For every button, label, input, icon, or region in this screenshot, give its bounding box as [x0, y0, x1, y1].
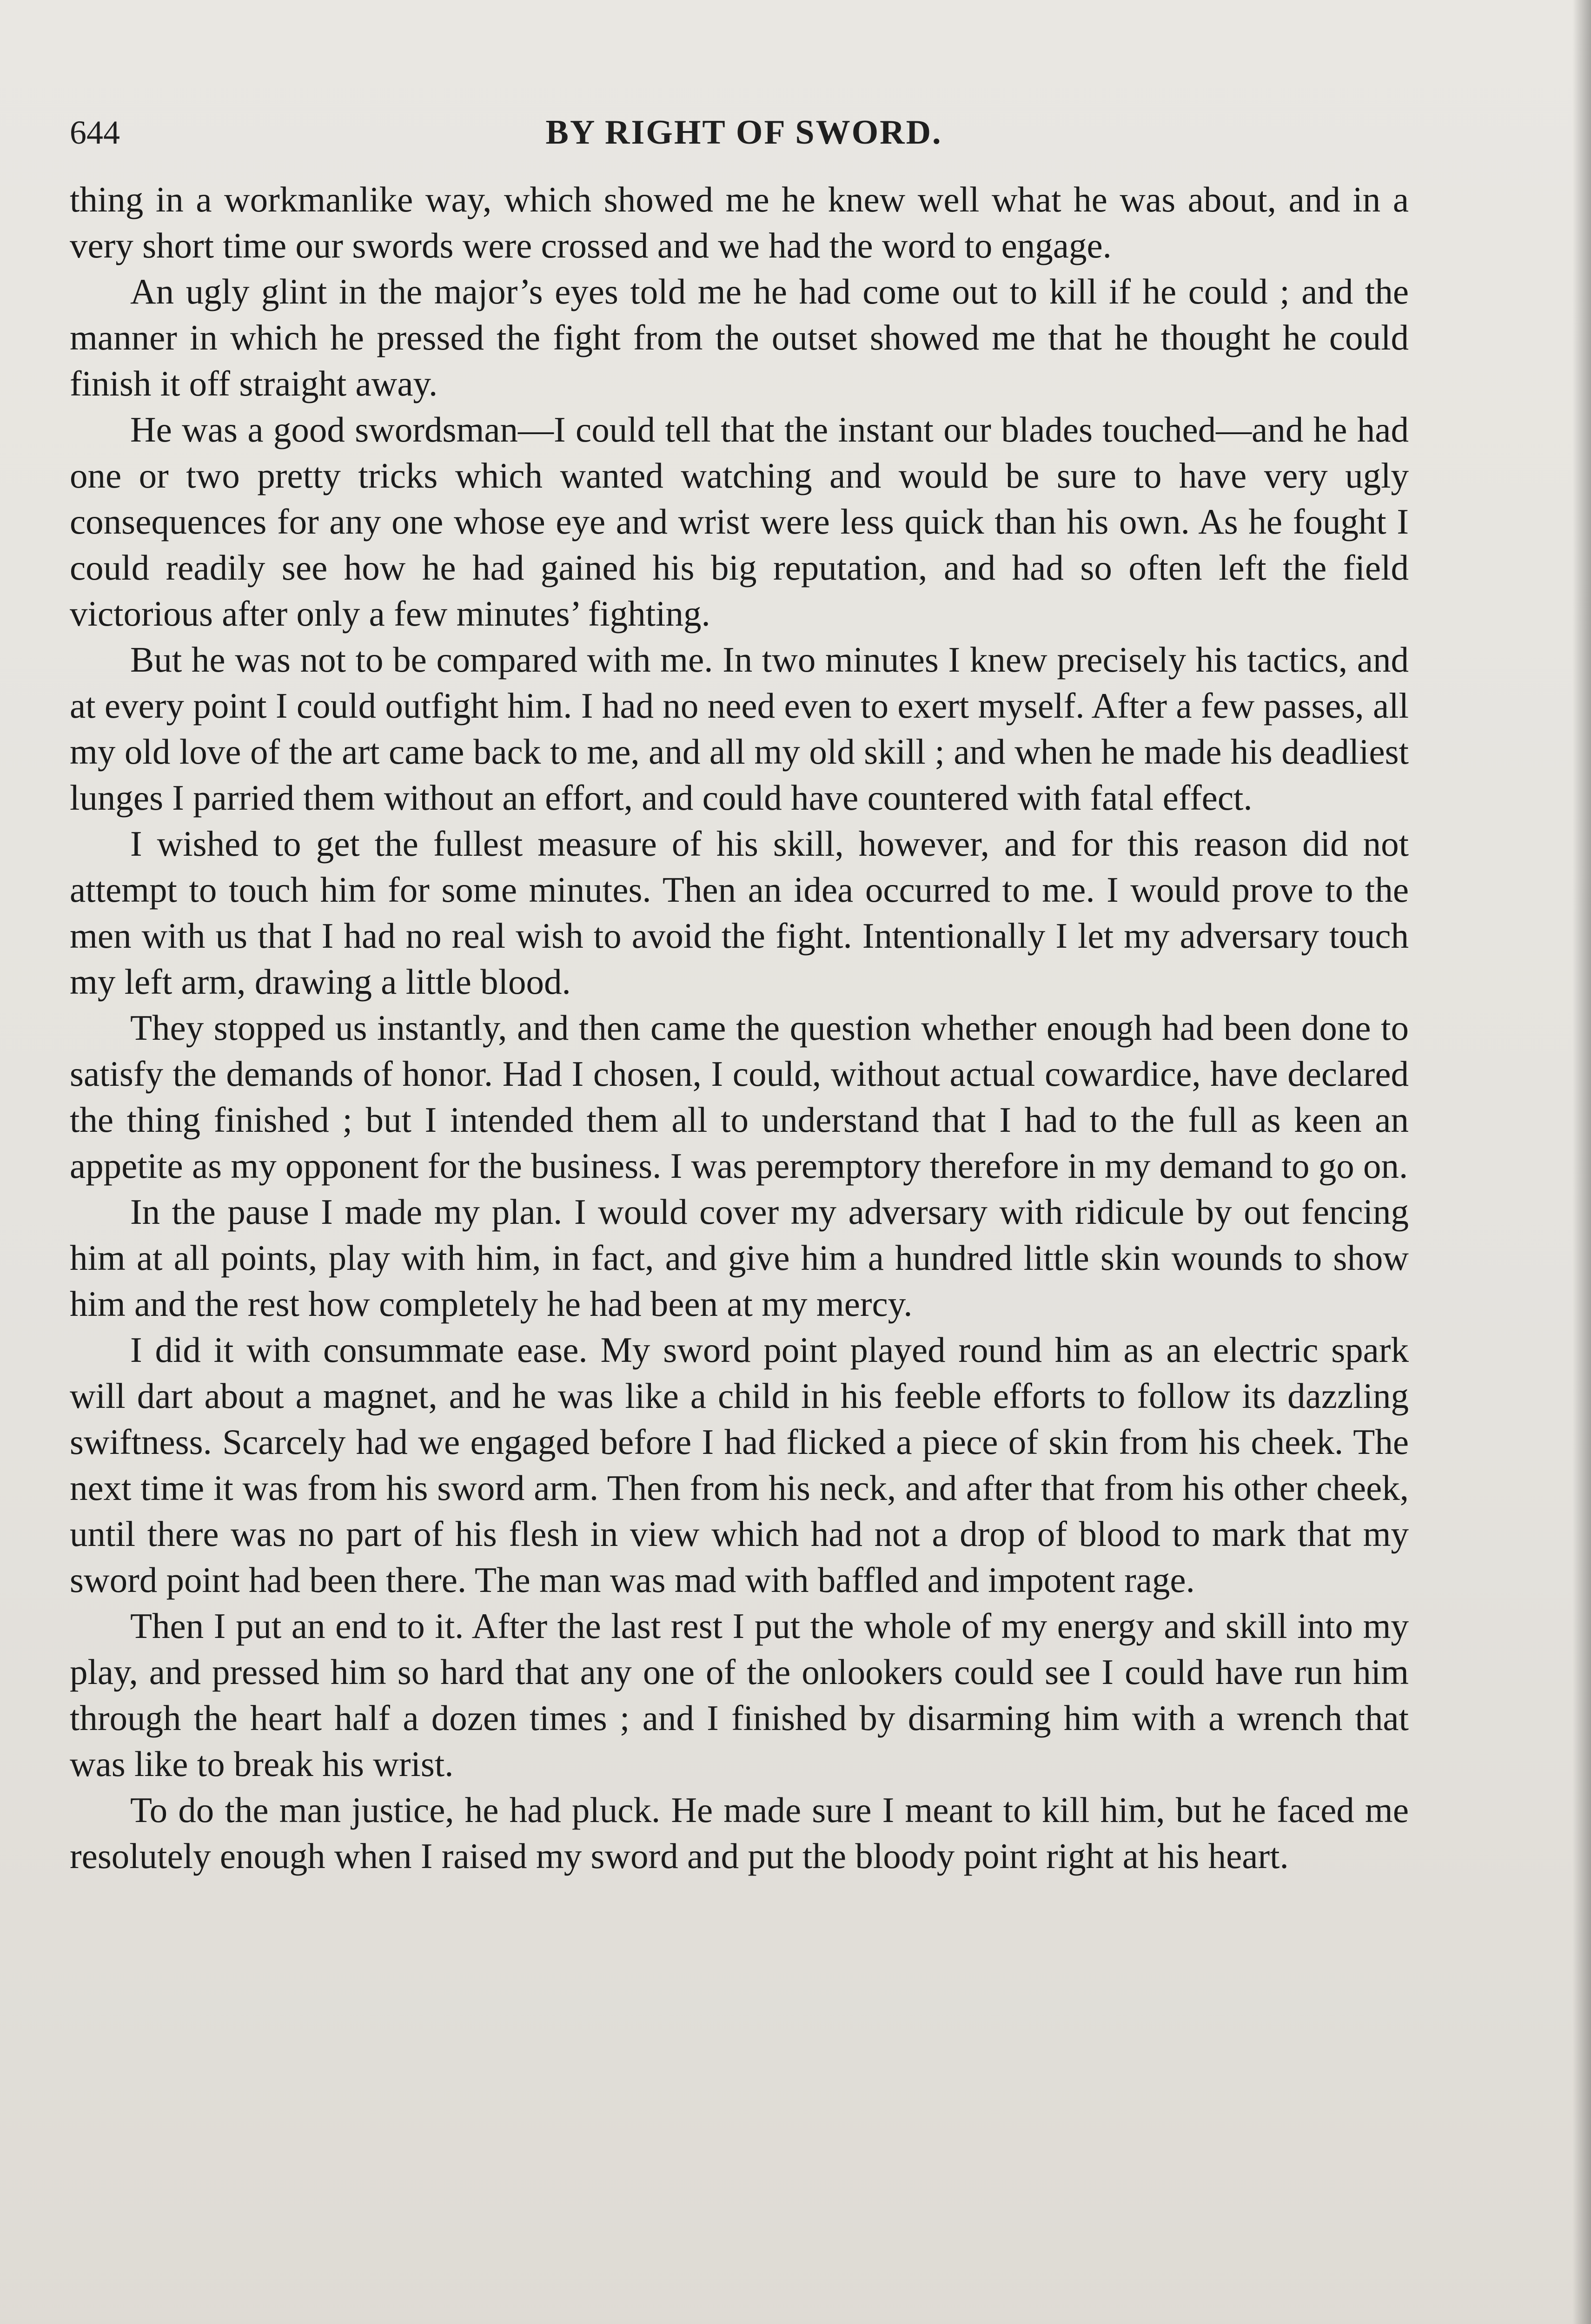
paragraph-8: I did it with consummate ease. My sword point played round him as an electric spark will dart about a magnet, and he was like a child in his feeble efforts to follow its dazzling swiftness. Scarcely had we engaged before I had flicked a piece of skin from his cheek. The next time it was from his sword arm. Then from his neck, and after that from his other cheek, until there was no part of his flesh in view which had not a drop of blood to mark that my sword point had been there. The man was mad with baffled and impotent rage. [70, 1330, 1409, 1600]
paragraph-10: To do the man justice, he had pluck. He made sure I meant to kill him, but he faced me resolutely enough when I raised my sword and put the bloody point right at his heart. [70, 1790, 1409, 1876]
paragraph-4: But he was not to be compared with me. In two minutes I knew precisely his tactics, and at every point I could outfight him. I had no need even to exert myself. After a few passes, all my old love of the art came back to me, and all my old skill ; and when he made his deadliest lunges I parried them without an effort, and could have countered with fatal effect. [70, 640, 1409, 818]
paragraph-5: I wished to get the fullest measure of his skill, however, and for this reason did not attempt to touch him for some minutes. Then an idea occurred to me. I would prove to the men with us that I had no real wish to avoid the fight. Intentionally I let my adversary touch my left arm, drawing a little blood. [70, 824, 1409, 1002]
page-number: 644 [70, 114, 120, 151]
paragraph-1: thing in a workmanlike way, which showed me he knew well what he was about, and in a very short time our swords were crossed and we had the word to engage. [70, 179, 1409, 265]
body-text [70, 177, 1409, 1879]
paragraph-3: He was a good swordsman—I could tell that the instant our blades touched—and he had one or two pretty tricks which wanted watching and would be sure to have very ugly consequences for any one whose eye and wrist were less quick than his own. As he fought I could readily see how he had gained his big reputation, and had so often left the field victorious after only a few minutes’ fighting. [70, 409, 1409, 634]
page-edge-shadow [1572, 0, 1591, 2324]
paragraph-2: An ugly glint in the major’s eyes told me he had come out to kill if he could ; and the manner in which he pressed the fight from the outset showed me that he thought he could finish it off straight away. [70, 271, 1409, 403]
paragraph-6: They stopped us instantly, and then came the question whether enough had been done to satisfy the demands of honor. Had I chosen, I could, without actual cowardice, have declared the thing finished ; but I intended them all to understand that I had to the full as keen an appetite as my opponent for the business. I was peremptory therefore in my demand to go on. [70, 1008, 1409, 1186]
page-header [70, 107, 1418, 158]
paragraph-9: Then I put an end to it. After the last rest I put the whole of my energy and skill into my play, and pressed him so hard that any one of the onlookers could see I could have run him through the heart half a dozen times ; and I finished by disarming him with a wrench that was like to break his wrist. [70, 1606, 1409, 1784]
paragraph-7: In the pause I made my plan. I would cover my adversary with ridicule by out fencing him at all points, play with him, in fact, and give him a hundred little skin wounds to show him and the rest how completely he had been at my mercy. [70, 1192, 1409, 1324]
running-title: BY RIGHT OF SWORD. [545, 113, 942, 152]
